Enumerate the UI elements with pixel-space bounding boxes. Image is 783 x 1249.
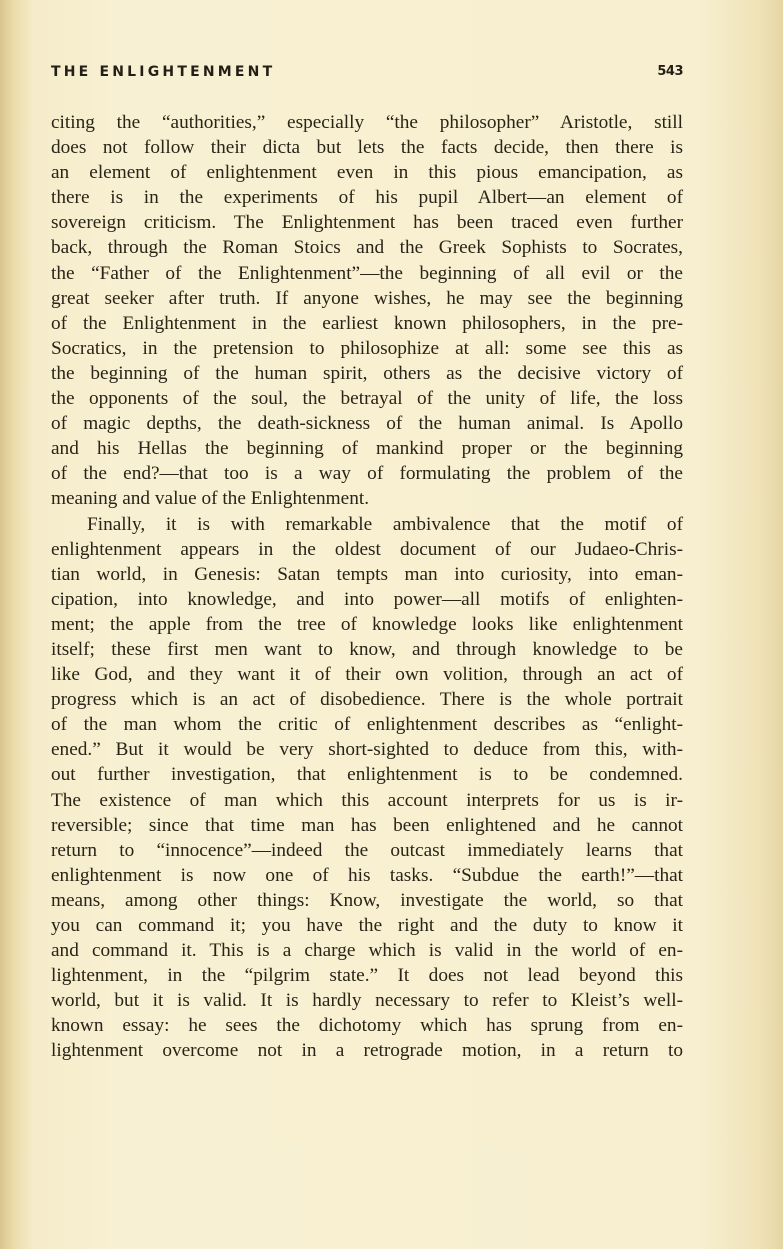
page-number: 543 <box>657 64 683 79</box>
text-line: Socratics, in the pretension to philosophize at all: some see this as <box>51 337 683 359</box>
text-line: and command it. This is a charge which is valid in the world of en- <box>51 940 683 962</box>
text-line: out further investigation, that enlightenment is to be condemned. <box>51 764 683 786</box>
text-line: the opponents of the soul, the betrayal of the unity of life, the loss <box>51 388 683 410</box>
text-line: great seeker after truth. If anyone wishes, he may see the beginning <box>51 287 683 309</box>
text-line: cipation, into knowledge, and into power—all motifs of enlighten- <box>51 588 683 610</box>
text-line: Finally, it is with remarkable ambivalence that the motif of <box>87 513 683 535</box>
text-line: lightenment, in the “pilgrim state.” It does not lead beyond this <box>51 965 683 987</box>
paragraph <box>51 512 683 1064</box>
text-line: ment; the apple from the tree of knowledge looks like enlightenment <box>51 613 683 635</box>
text-line: citing the “authorities,” especially “the philosopher” Aristotle, still <box>51 112 683 133</box>
text-line: means, among other things: Know, investigate the world, so that <box>51 889 683 911</box>
text-line: you can command it; you have the right and the duty to know it <box>51 915 683 936</box>
text-line: the “Father of the Enlightenment”—the beginning of all evil or the <box>51 262 683 284</box>
text-line: and his Hellas the beginning of mankind proper or the beginning <box>51 438 683 460</box>
body-text <box>51 110 683 1064</box>
text-line: there is in the experiments of his pupil Albert—an element of <box>51 187 683 209</box>
text-line: like God, and they want it of their own volition, through an act of <box>51 664 683 686</box>
text-line: world, but it is valid. It is hardly necessary to refer to Kleist’s well- <box>51 990 683 1012</box>
text-line: ened.” But it would be very short-sighted to deduce from this, with- <box>51 739 683 761</box>
text-line: sovereign criticism. The Enlightenment has been traced even further <box>51 212 683 234</box>
text-line: back, through the Roman Stoics and the Greek Sophists to Socrates, <box>51 237 683 259</box>
text-line: of the end?—that too is a way of formulating the problem of the <box>51 463 683 485</box>
text-line: reversible; since that time man has been enlightened and he cannot <box>51 814 683 836</box>
running-header <box>51 64 683 86</box>
text-line: lightenment overcome not in a retrograde motion, in a return to <box>51 1040 683 1062</box>
text-line: progress which is an act of disobedience. There is the whole portrait <box>51 689 683 711</box>
text-line: does not follow their dicta but lets the facts decide, then there is <box>51 137 683 159</box>
text-line: meaning and value of the Enlightenment. <box>51 488 370 510</box>
text-line: of the Enlightenment in the earliest known philosophers, in the pre- <box>51 312 683 334</box>
text-line: of the man whom the critic of enlightenment describes as “enlight- <box>51 714 683 736</box>
text-line: known essay: he sees the dichotomy which has sprung from en- <box>51 1015 683 1037</box>
text-line: of magic depths, the death-sickness of the human animal. Is Apollo <box>51 413 683 435</box>
text-line: enlightenment appears in the oldest document of our Judaeo-Chris- <box>51 538 683 560</box>
running-title: THE ENLIGHTENMENT <box>51 64 276 80</box>
text-line: the beginning of the human spirit, others as the decisive victory of <box>51 362 683 384</box>
text-line: an element of enlightenment even in this pious emancipation, as <box>51 162 683 184</box>
text-line: tian world, in Genesis: Satan tempts man into curiosity, into eman- <box>51 563 683 585</box>
text-line: itself; these first men want to know, and through knowledge to be <box>51 638 683 660</box>
text-line: The existence of man which this account interprets for us is ir- <box>51 789 683 811</box>
text-line: enlightenment is now one of his tasks. “Subdue the earth!”—that <box>51 864 683 886</box>
paragraph <box>51 110 683 512</box>
text-line: return to “innocence”—indeed the outcast immediately learns that <box>51 839 683 861</box>
